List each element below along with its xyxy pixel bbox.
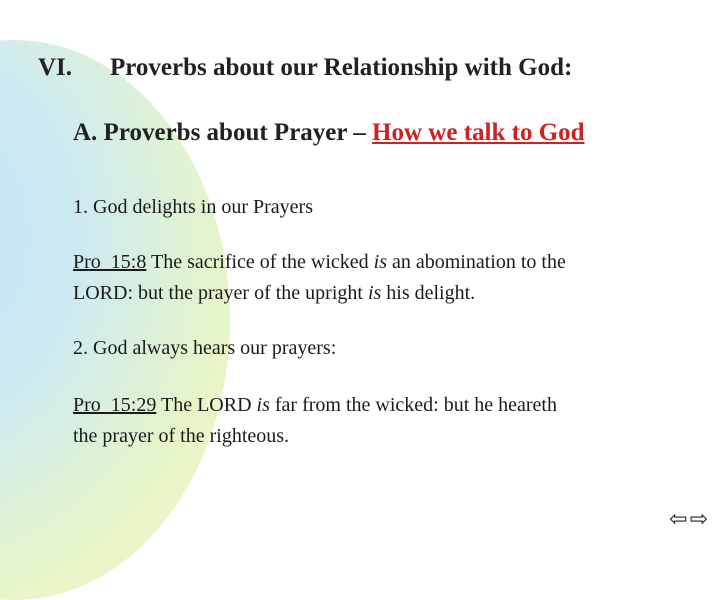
verse-2-reference: Pro_15:29 — [73, 394, 157, 416]
verse-1-text: The sacrifice of the wicked — [146, 251, 374, 273]
verse-2-text: far from the wicked: but he heareth — [269, 394, 557, 416]
subheading-accent: How we talk to God — [372, 119, 585, 146]
subheading — [73, 119, 585, 147]
heading-number: VI. — [38, 54, 73, 81]
verse-1-text: his delight. — [381, 282, 476, 304]
subheading-prefix: A. Proverbs about Prayer – — [73, 119, 373, 146]
verse-1-reference: Pro_15:8 — [73, 251, 147, 273]
verse-1-line-2 — [73, 278, 566, 309]
point-2: 2. God always hears our prayers: — [73, 337, 337, 359]
verse-1-italic: is — [367, 282, 382, 304]
verse-2-line-1 — [73, 390, 557, 421]
next-arrow-icon[interactable]: ⇨ — [689, 507, 708, 532]
heading-title: Proverbs about our Relationship with God: — [110, 54, 573, 81]
verse-1-line-1 — [73, 247, 566, 278]
verse-2-italic: is — [256, 394, 270, 416]
verse-1-text: an abomination to the — [387, 251, 566, 273]
verse-1-text: LORD: but the prayer of the upright — [73, 282, 368, 304]
verse-2-line-2: the prayer of the righteous. — [73, 425, 290, 447]
verse-1 — [73, 247, 566, 309]
point-1: 1. God delights in our Prayers — [73, 196, 313, 218]
verse-2 — [73, 390, 557, 452]
slide-navigation — [669, 507, 708, 532]
verse-2-text: The LORD — [156, 394, 257, 416]
previous-arrow-icon[interactable]: ⇦ — [669, 507, 688, 532]
verse-1-italic: is — [373, 251, 387, 273]
slide-heading — [38, 54, 572, 82]
